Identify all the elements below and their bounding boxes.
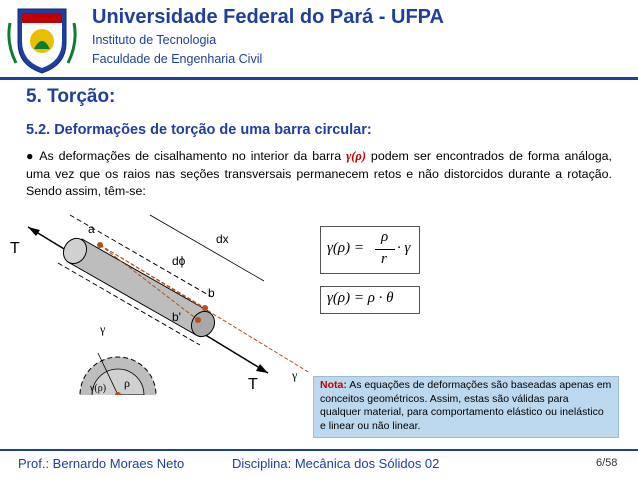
subsection-title: 5.2. Deformações de torção de uma barra circular: bbox=[26, 122, 372, 138]
label-T-left: T bbox=[10, 240, 20, 257]
page-number: 6/58 bbox=[596, 457, 618, 469]
note-text: As equações de deformações são baseadas apenas em conceitos geométricos. Assim, estas são válidas para qualquer material, para comportamento elástico ou inelástico e linear ou não linear. bbox=[320, 379, 612, 432]
gamma-rho-symbol: γ(ρ) bbox=[346, 149, 366, 163]
paragraph-start: ● As deformações de cisalhamento no interior da barra bbox=[26, 149, 342, 163]
bar-body bbox=[68, 239, 210, 335]
section-title: 5. Torção: bbox=[26, 86, 116, 107]
footer-discipline: Disciplina: Mecânica dos Sólidos 02 bbox=[232, 456, 440, 471]
institute-label: Instituto de Tecnologia bbox=[92, 33, 217, 47]
body-paragraph bbox=[26, 148, 612, 201]
f1-denominator: r bbox=[381, 251, 387, 267]
f1-numerator: ρ bbox=[381, 229, 389, 245]
f1-fraction-bar bbox=[375, 249, 395, 250]
formula-gamma-rho-theta bbox=[320, 286, 420, 314]
f2-text: γ(ρ) = ρ · θ bbox=[327, 290, 394, 306]
label-bprime: b' bbox=[172, 310, 181, 324]
label-T-right: T bbox=[248, 376, 258, 393]
arrow-right-icon bbox=[256, 364, 268, 373]
label-dphi: dϕ bbox=[172, 254, 186, 268]
footer-professor: Prof.: Bernardo Moraes Neto bbox=[18, 456, 185, 471]
faculty-label: Faculdade de Engenharia Civil bbox=[92, 52, 263, 66]
header-divider bbox=[0, 77, 638, 80]
label-a: a bbox=[88, 222, 95, 236]
f1-lhs: γ(ρ) = bbox=[327, 240, 364, 256]
footer-divider bbox=[0, 449, 638, 451]
point-a bbox=[97, 242, 103, 248]
note-label: Nota: bbox=[320, 379, 347, 391]
label-dx: dx bbox=[216, 232, 229, 246]
label-rho: ρ bbox=[124, 376, 130, 390]
formula-gamma-rho-ratio bbox=[320, 226, 420, 274]
university-title: Universidade Federal do Pará - UFPA bbox=[92, 6, 444, 28]
ufpa-logo bbox=[6, 3, 78, 75]
label-gamma-right: γ bbox=[292, 368, 298, 382]
label-gamma-top: γ bbox=[100, 322, 106, 336]
paragraph-rest: podem ser encontrados de forma análoga, uma vez que os raios nas seções transversais permanecem retos e não distorcidos durante a rotação. Sendo assim, têm-se: bbox=[26, 149, 612, 198]
torsion-diagram bbox=[0, 205, 320, 395]
slide-header bbox=[0, 0, 638, 78]
note-box bbox=[313, 376, 619, 438]
f1-rhs: · γ bbox=[397, 240, 411, 256]
point-b bbox=[202, 305, 208, 311]
label-gamma-rho: γ(ρ) bbox=[90, 383, 107, 394]
arrow-left-icon bbox=[28, 227, 40, 236]
label-b: b bbox=[208, 286, 215, 300]
point-bprime bbox=[195, 317, 201, 323]
